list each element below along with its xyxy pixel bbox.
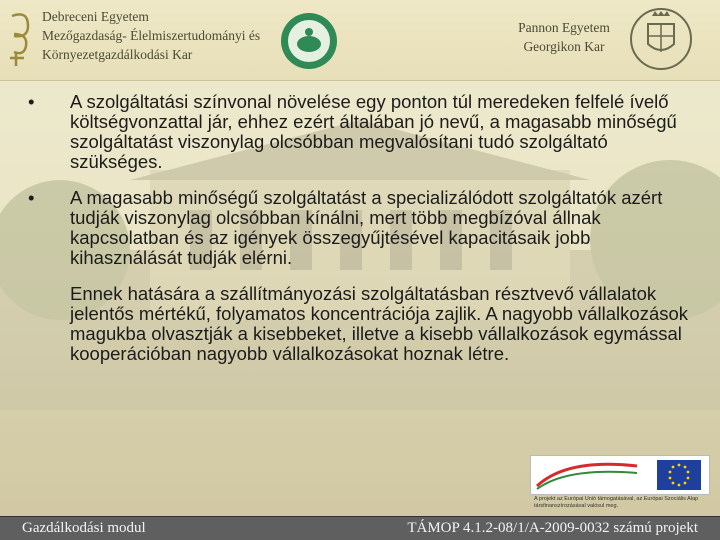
right-university-line-1: Pannon Egyetem — [518, 20, 610, 35]
right-university-name — [508, 18, 620, 56]
bullet-marker: • — [28, 91, 35, 112]
left-university-line-3: Környezetgazdálkodási Kar — [42, 47, 193, 62]
header-band — [0, 0, 720, 81]
footer-module-name: Gazdálkodási modul — [22, 520, 146, 536]
footer-project-id: TÁMOP 4.1.2-08/1/A-2009-0032 számú projekt — [407, 520, 698, 536]
footer-bar — [0, 516, 720, 540]
bullet-text: A szolgáltatási színvonal növelése egy ponton túl meredeken felfelé ívelő költségvonzattal jár, ehhez ezért általában jó nevű, a magasabb minőségű szolgáltatást viszonylag olcsóbban megvalósítani tudó szolgáltató szükséges. — [70, 91, 677, 172]
eu-flag-icon — [657, 460, 701, 490]
pannon-university-crest-icon — [630, 6, 692, 72]
bullet-item — [28, 188, 698, 268]
faculty-seal-icon — [280, 12, 338, 70]
left-university-name — [42, 7, 260, 64]
follow-up-paragraph: Ennek hatására a szállítmányozási szolgáltatásban résztvevő vállalatok jelentős mértékű, folyamatos koncentrációja zajlik. A nagyobb vállalkozások magukba olvasztják a kisebbeket, illetve a kisebb vállalkozások egymással kooperációban nagyobb vállalkozásokat hoznak létre. — [70, 283, 689, 364]
left-university-line-1: Debreceni Egyetem — [42, 9, 149, 24]
bullet-text: A magasabb minőségű szolgáltatást a specializálódott szolgáltatók azért tudják viszonylag olcsóbban kínálni, mert több megbízóval állnak kapcsolatban és az igények összegyűjtésével kapacitásaik jobb kihasználását tudják elérni. — [70, 187, 663, 268]
bullet-item — [28, 92, 698, 172]
eu-funding-note: A projekt az Európai Unió támogatásával, az Európai Szociális Alap társfinanszírozásával valósul meg. — [534, 496, 699, 509]
left-university-line-2: Mezőgazdaság- Élelmiszertudományi és — [42, 28, 261, 43]
bullet-marker: • — [28, 187, 35, 208]
right-university-line-2: Georgikon Kar — [523, 39, 605, 54]
slide-body — [28, 92, 698, 364]
debrecen-university-logo-icon — [6, 8, 36, 70]
uj-magyarorszag-logo-icon — [535, 460, 641, 490]
funding-logos — [530, 455, 710, 495]
